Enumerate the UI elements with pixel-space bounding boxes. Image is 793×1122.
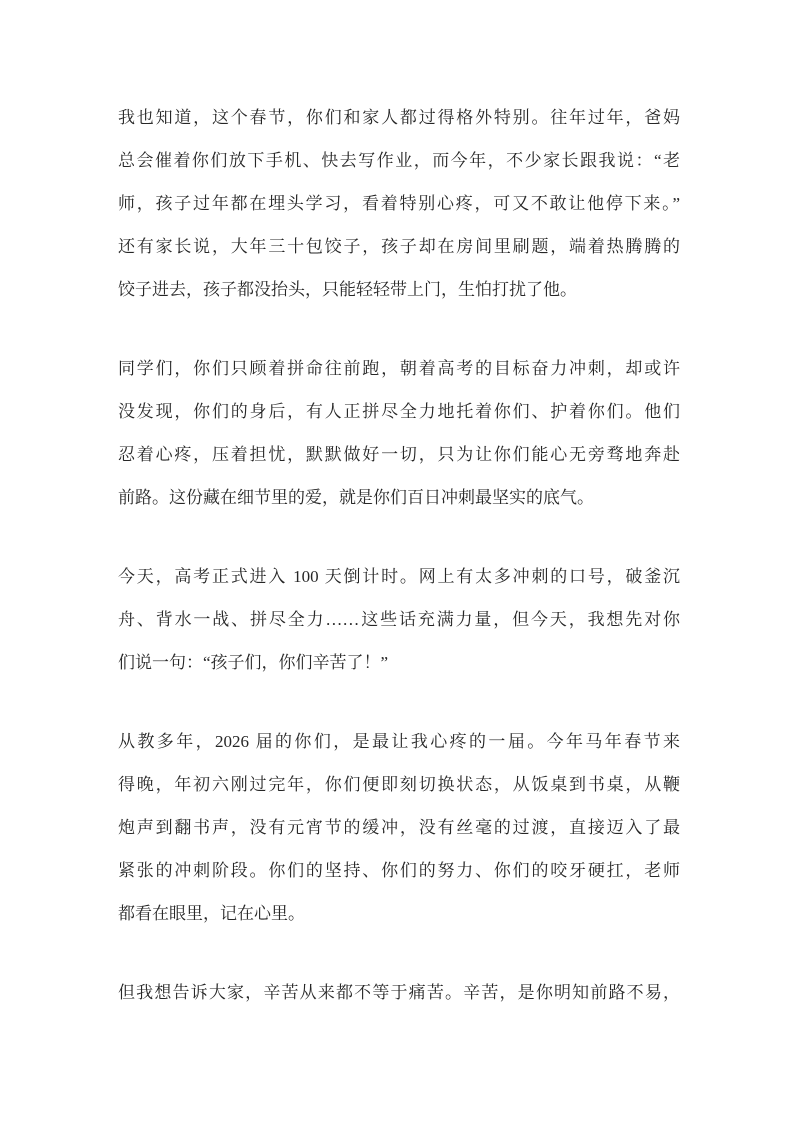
paragraph — [118, 720, 680, 935]
paragraph — [118, 96, 680, 311]
text-line: 炮声到翻书声，没有元宵节的缓冲，没有丝毫的过渡，直接迈入了最 — [118, 818, 680, 837]
text-line: 都看在眼里，记在心里。 — [118, 904, 305, 923]
text-line: 得晚，年初六刚过完年，你们便即刻切换状态，从饭桌到书桌，从鞭 — [118, 775, 680, 794]
text-line: 今天，高考正式进入 100 天倒计时。网上有太多冲刺的口号，破釜沉 — [118, 567, 680, 586]
text-line: 们说一句：“孩子们，你们辛苦了！” — [118, 653, 389, 672]
text-line: 舟、背水一战、拼尽全力……这些话充满力量，但今天，我想先对你 — [118, 610, 680, 629]
text-line: 总会催着你们放下手机、快去写作业，而今年，不少家长跟我说：“老 — [118, 151, 680, 170]
text-line: 但我想告诉大家，辛苦从来都不等于痛苦。辛苦，是你明知前路不易， — [118, 983, 680, 1002]
paragraph — [118, 971, 680, 1014]
text-line: 从教多年，2026 届的你们，是最让我心疼的一届。今年马年春节来 — [118, 732, 680, 751]
text-line: 我也知道，这个春节，你们和家人都过得格外特别。往年过年，爸妈 — [118, 108, 680, 127]
document-body — [118, 96, 680, 1014]
text-line: 师，孩子过年都在埋头学习，看着特别心疼，可又不敢让他停下来。” — [118, 194, 680, 213]
text-line: 没发现，你们的身后，有人正拼尽全力地托着你们、护着你们。他们 — [118, 402, 680, 421]
text-line: 还有家长说，大年三十包饺子，孩子却在房间里刷题，端着热腾腾的 — [118, 237, 680, 256]
text-line: 前路。这份藏在细节里的爱，就是你们百日冲刺最坚实的底气。 — [118, 488, 594, 507]
paragraph — [118, 555, 680, 684]
text-line: 同学们，你们只顾着拼命往前跑，朝着高考的目标奋力冲刺，却或许 — [118, 359, 680, 378]
text-line: 紧张的冲刺阶段。你们的坚持、你们的努力、你们的咬牙硬扛，老师 — [118, 861, 680, 880]
text-line: 忍着心疼，压着担忧，默默做好一切，只为让你们能心无旁骛地奔赴 — [118, 445, 680, 464]
text-line: 饺子进去，孩子都没抬头，只能轻轻带上门，生怕打扰了他。 — [118, 280, 577, 299]
paragraph — [118, 347, 680, 519]
